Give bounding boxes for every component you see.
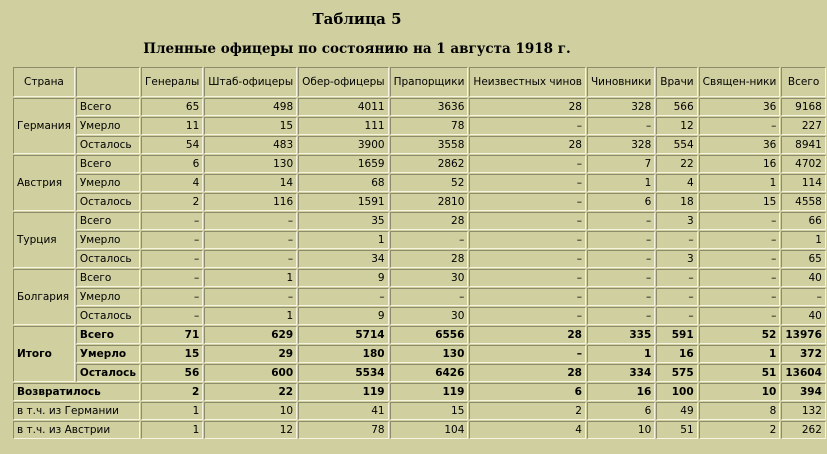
column-header: Неизвестных чинов — [469, 67, 586, 97]
value-cell: 1591 — [298, 193, 388, 211]
value-cell: 180 — [298, 345, 388, 363]
value-cell: 6556 — [390, 326, 469, 344]
value-cell: 6 — [469, 383, 586, 401]
value-cell: 483 — [204, 136, 297, 154]
value-cell: 49 — [656, 402, 697, 420]
value-cell: 30 — [390, 307, 469, 325]
value-cell: 2810 — [390, 193, 469, 211]
value-cell: 15 — [390, 402, 469, 420]
value-cell: – — [204, 212, 297, 230]
value-cell: 262 — [781, 421, 826, 439]
value-cell: – — [587, 307, 655, 325]
table-row — [13, 402, 826, 420]
value-cell: 2 — [699, 421, 781, 439]
value-cell: 498 — [204, 98, 297, 116]
header-country: Страна — [13, 67, 75, 97]
value-cell: – — [656, 307, 697, 325]
table-row — [13, 212, 826, 230]
table-row — [13, 98, 826, 116]
value-cell: 1 — [141, 402, 203, 420]
table-row — [13, 421, 826, 439]
value-cell: – — [141, 269, 203, 287]
value-cell: 15 — [141, 345, 203, 363]
row-label: Осталось — [76, 193, 140, 211]
value-cell: 372 — [781, 345, 826, 363]
value-cell: 40 — [781, 307, 826, 325]
row-label: Умерло — [76, 288, 140, 306]
column-header: Генералы — [141, 67, 203, 97]
value-cell: 2 — [141, 193, 203, 211]
value-cell: – — [469, 345, 586, 363]
table-row — [13, 155, 826, 173]
value-cell: 4 — [141, 174, 203, 192]
table-row — [13, 174, 826, 192]
value-cell: 116 — [204, 193, 297, 211]
value-cell: 68 — [298, 174, 388, 192]
row-label: Умерло — [76, 117, 140, 135]
value-cell: – — [781, 288, 826, 306]
value-cell: 10 — [699, 383, 781, 401]
value-cell: 119 — [298, 383, 388, 401]
value-cell: 100 — [656, 383, 697, 401]
value-cell: 2862 — [390, 155, 469, 173]
row-label: Возвратилось — [13, 383, 140, 401]
table-row — [13, 364, 826, 382]
value-cell: 4 — [656, 174, 697, 192]
value-cell: 6 — [587, 193, 655, 211]
value-cell: 36 — [699, 98, 781, 116]
value-cell: 28 — [469, 98, 586, 116]
column-header: Обер-офицеры — [298, 67, 388, 97]
row-label: Осталось — [76, 307, 140, 325]
value-cell: 78 — [390, 117, 469, 135]
value-cell: – — [587, 117, 655, 135]
value-cell: 52 — [390, 174, 469, 192]
value-cell: – — [699, 231, 781, 249]
column-header: Врачи — [656, 67, 697, 97]
value-cell: – — [699, 250, 781, 268]
row-label: Всего — [76, 212, 140, 230]
value-cell: 334 — [587, 364, 655, 382]
value-cell: 65 — [781, 250, 826, 268]
value-cell: – — [204, 250, 297, 268]
value-cell: 2 — [141, 383, 203, 401]
value-cell: – — [469, 288, 586, 306]
value-cell: – — [141, 250, 203, 268]
value-cell: 22 — [204, 383, 297, 401]
value-cell: 4011 — [298, 98, 388, 116]
value-cell: 2 — [469, 402, 586, 420]
value-cell: 3636 — [390, 98, 469, 116]
value-cell: 4702 — [781, 155, 826, 173]
value-cell: 600 — [204, 364, 297, 382]
value-cell: 13604 — [781, 364, 826, 382]
value-cell: 3 — [656, 212, 697, 230]
row-label: в т.ч. из Австрии — [13, 421, 140, 439]
value-cell: – — [141, 307, 203, 325]
value-cell: 78 — [298, 421, 388, 439]
column-header: Всего — [781, 67, 826, 97]
value-cell: 130 — [204, 155, 297, 173]
table-row — [13, 250, 826, 268]
value-cell: 66 — [781, 212, 826, 230]
table-row — [13, 307, 826, 325]
value-cell: – — [587, 288, 655, 306]
value-cell: 1 — [781, 231, 826, 249]
value-cell: 51 — [656, 421, 697, 439]
value-cell: 104 — [390, 421, 469, 439]
value-cell: 132 — [781, 402, 826, 420]
value-cell: 9168 — [781, 98, 826, 116]
value-cell: 5714 — [298, 326, 388, 344]
value-cell: 71 — [141, 326, 203, 344]
value-cell: 119 — [390, 383, 469, 401]
value-cell: – — [390, 288, 469, 306]
value-cell: 18 — [656, 193, 697, 211]
value-cell: – — [469, 155, 586, 173]
column-header: Прапорщики — [390, 67, 469, 97]
value-cell: – — [587, 269, 655, 287]
value-cell: 394 — [781, 383, 826, 401]
value-cell: – — [587, 212, 655, 230]
value-cell: 52 — [699, 326, 781, 344]
country-cell: Австрия — [13, 155, 75, 211]
country-cell: Итого — [13, 326, 75, 382]
value-cell: 1 — [587, 174, 655, 192]
value-cell: 3558 — [390, 136, 469, 154]
value-cell: 10 — [204, 402, 297, 420]
value-cell: 16 — [699, 155, 781, 173]
value-cell: – — [656, 288, 697, 306]
value-cell: – — [204, 231, 297, 249]
table-row — [13, 345, 826, 363]
table-row — [13, 231, 826, 249]
value-cell: 15 — [699, 193, 781, 211]
value-cell: 591 — [656, 326, 697, 344]
value-cell: 111 — [298, 117, 388, 135]
value-cell: 9 — [298, 269, 388, 287]
column-header: Штаб-офицеры — [204, 67, 297, 97]
table-row — [13, 383, 826, 401]
value-cell: 1659 — [298, 155, 388, 173]
value-cell: – — [587, 250, 655, 268]
value-cell: 36 — [699, 136, 781, 154]
row-label: Осталось — [76, 364, 140, 382]
value-cell: 7 — [587, 155, 655, 173]
value-cell: 28 — [469, 326, 586, 344]
value-cell: 41 — [298, 402, 388, 420]
value-cell: 16 — [587, 383, 655, 401]
value-cell: 30 — [390, 269, 469, 287]
value-cell: – — [699, 288, 781, 306]
value-cell: – — [390, 231, 469, 249]
row-label: Осталось — [76, 136, 140, 154]
table-caption: Пленные офицеры по состоянию на 1 августа 1918 г. — [143, 41, 571, 57]
value-cell: 40 — [781, 269, 826, 287]
value-cell: – — [699, 117, 781, 135]
row-label: в т.ч. из Германии — [13, 402, 140, 420]
value-cell: – — [656, 231, 697, 249]
value-cell: 56 — [141, 364, 203, 382]
value-cell: – — [469, 212, 586, 230]
value-cell: – — [298, 288, 388, 306]
value-cell: 22 — [656, 155, 697, 173]
value-cell: 28 — [390, 212, 469, 230]
value-cell: – — [469, 174, 586, 192]
value-cell: 554 — [656, 136, 697, 154]
value-cell: – — [469, 231, 586, 249]
value-cell: 3900 — [298, 136, 388, 154]
value-cell: – — [141, 288, 203, 306]
value-cell: 10 — [587, 421, 655, 439]
value-cell: – — [204, 288, 297, 306]
value-cell: – — [469, 250, 586, 268]
value-cell: 29 — [204, 345, 297, 363]
column-header: Чиновники — [587, 67, 655, 97]
value-cell: 6426 — [390, 364, 469, 382]
value-cell: 114 — [781, 174, 826, 192]
value-cell: – — [587, 231, 655, 249]
value-cell: 11 — [141, 117, 203, 135]
value-cell: 16 — [656, 345, 697, 363]
header-row — [13, 67, 826, 97]
value-cell: – — [469, 307, 586, 325]
value-cell: – — [699, 269, 781, 287]
value-cell: 15 — [204, 117, 297, 135]
value-cell: 6 — [141, 155, 203, 173]
row-label: Умерло — [76, 174, 140, 192]
header-blank — [76, 67, 140, 97]
value-cell: 575 — [656, 364, 697, 382]
value-cell: 227 — [781, 117, 826, 135]
value-cell: 335 — [587, 326, 655, 344]
value-cell: 28 — [390, 250, 469, 268]
value-cell: 51 — [699, 364, 781, 382]
table-row — [13, 193, 826, 211]
column-header: Священ-ники — [699, 67, 781, 97]
table-number-title: Таблица 5 — [312, 10, 402, 28]
value-cell: – — [141, 212, 203, 230]
value-cell: 1 — [587, 345, 655, 363]
row-label: Всего — [76, 269, 140, 287]
value-cell: 4 — [469, 421, 586, 439]
value-cell: 13976 — [781, 326, 826, 344]
value-cell: – — [469, 193, 586, 211]
value-cell: 8 — [699, 402, 781, 420]
value-cell: 3 — [656, 250, 697, 268]
value-cell: 328 — [587, 136, 655, 154]
value-cell: 54 — [141, 136, 203, 154]
row-label: Всего — [76, 326, 140, 344]
value-cell: 130 — [390, 345, 469, 363]
value-cell: 8941 — [781, 136, 826, 154]
value-cell: 65 — [141, 98, 203, 116]
value-cell: 629 — [204, 326, 297, 344]
country-cell: Германия — [13, 98, 75, 154]
row-label: Умерло — [76, 345, 140, 363]
value-cell: – — [469, 117, 586, 135]
row-label: Всего — [76, 98, 140, 116]
value-cell: – — [699, 307, 781, 325]
value-cell: 1 — [298, 231, 388, 249]
table-row — [13, 326, 826, 344]
value-cell: 5534 — [298, 364, 388, 382]
table-row — [13, 136, 826, 154]
value-cell: 9 — [298, 307, 388, 325]
value-cell: 28 — [469, 136, 586, 154]
value-cell: 328 — [587, 98, 655, 116]
value-cell: 35 — [298, 212, 388, 230]
value-cell: 566 — [656, 98, 697, 116]
value-cell: 34 — [298, 250, 388, 268]
row-label: Умерло — [76, 231, 140, 249]
table-row — [13, 117, 826, 135]
country-cell: Болгария — [13, 269, 75, 325]
value-cell: 12 — [656, 117, 697, 135]
value-cell: 1 — [699, 174, 781, 192]
value-cell: 1 — [141, 421, 203, 439]
table-row — [13, 288, 826, 306]
value-cell: – — [141, 231, 203, 249]
value-cell: 28 — [469, 364, 586, 382]
value-cell: 1 — [204, 307, 297, 325]
value-cell: 12 — [204, 421, 297, 439]
row-label: Всего — [76, 155, 140, 173]
value-cell: – — [469, 269, 586, 287]
value-cell: 14 — [204, 174, 297, 192]
value-cell: – — [699, 212, 781, 230]
country-cell: Турция — [13, 212, 75, 268]
row-label: Осталось — [76, 250, 140, 268]
value-cell: 1 — [699, 345, 781, 363]
value-cell: – — [656, 269, 697, 287]
value-cell: 1 — [204, 269, 297, 287]
value-cell: 4558 — [781, 193, 826, 211]
officers-table — [12, 66, 827, 440]
value-cell: 6 — [587, 402, 655, 420]
table-row — [13, 269, 826, 287]
